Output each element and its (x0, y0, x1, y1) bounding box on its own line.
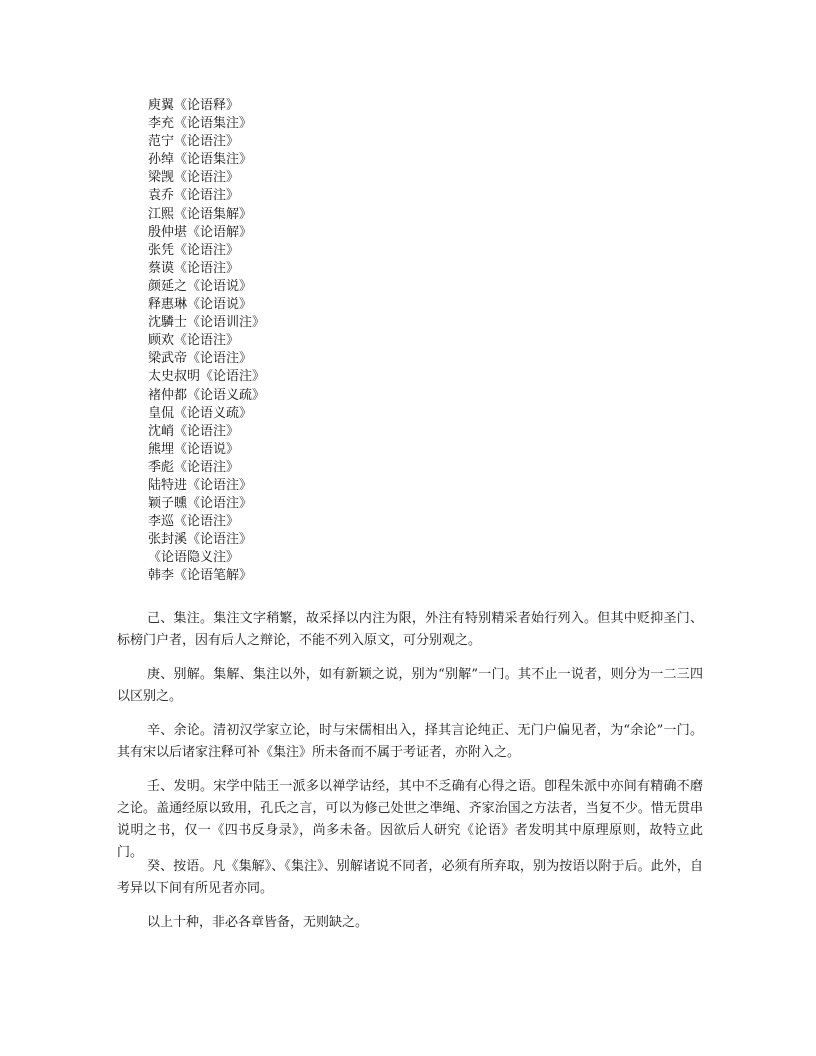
paragraph-faming: 壬、发明。宋学中陆王一派多以禅学诂经，其中不乏确有心得之语。卽程朱派中亦间有精确不磨之论。盖通经原以致用，孔氏之言，可以为修己处世之凖绳、齐家治国之方法者，当复不少。惜无贯串说明之书，仅一《四书反身录》，尚多未备。因欲后人研究《论语》者发明其中原理原则，故特立此门。 (117, 779, 703, 860)
paragraph-jizhu: 己、集注。集注文字稍繁，故采择以内注为限，外注有特别精采者始行列入。但其中贬抑圣门、标榜门户者，因有后人之辩论，不能不列入原文，可分别观之。 (117, 611, 703, 648)
commentary-list-item: 庾翼《论语释》 (148, 98, 240, 113)
commentary-list-item: 沈峭《论语注》 (148, 423, 240, 439)
commentary-list-item: 张封溪《论语注》 (148, 532, 253, 548)
commentary-list-item: 顾欢《论语注》 (148, 333, 240, 349)
commentary-list-item: 皇侃《论语义疏》 (148, 405, 253, 421)
commentary-list-item: 殷仲堪《论语解》 (148, 224, 253, 240)
commentary-list-item: 太史叔明《论语注》 (148, 369, 266, 385)
commentary-list-item: 张凭《论语注》 (148, 242, 240, 258)
commentary-list-item: 颖子矄《论语注》 (148, 496, 253, 512)
commentary-list-item: 颜延之《论语说》 (148, 278, 253, 294)
commentary-list-item: 范宁《论语注》 (148, 134, 240, 150)
commentary-list-item: 蔡谟《论语注》 (148, 260, 240, 276)
commentary-list (148, 97, 548, 586)
commentary-list-item: 李巡《论语注》 (148, 514, 240, 530)
commentary-list-item: 袁乔《论语注》 (148, 188, 240, 204)
commentary-list-item: 梁觊《论语注》 (148, 170, 240, 186)
commentary-list-item: 孙绰《论语集注》 (148, 152, 253, 168)
paragraph-yulun: 辛、余论。清初汉学家立论，时与宋儒相出入，择其言论纯正、无门户偏见者，为“余论”一门。其有宋以后诸家注释可补《集注》所未备而不属于考证者，亦附入之。 (117, 723, 703, 760)
paragraph-biejie: 庚、别解。集解、集注以外，如有新颖之说，别为“别解”一门。其不止一说者，则分为一二三四以区别之。 (117, 667, 703, 704)
commentary-list-item: 江熙《论语集解》 (148, 206, 253, 222)
commentary-list-item: 韩李《论语笔解》 (148, 568, 253, 584)
commentary-list-item: 季彪《论语注》 (148, 459, 240, 475)
commentary-list-item: 李充《论语集注》 (148, 116, 253, 132)
commentary-list-item: 褚仲都《论语义疏》 (148, 387, 266, 403)
paragraph-anyu: 癸、按语。凡《集解》、《集注》、别解诸说不同者，必须有所弃取，别为按语以附于后。此外，自考异以下间有所见者亦同。 (117, 859, 703, 896)
commentary-list-item: 沈驎士《论语训注》 (148, 315, 266, 331)
commentary-list-item: 熊埋《论语说》 (148, 441, 240, 457)
commentary-list-item: 《论语隐义注》 (148, 550, 240, 566)
commentary-list-item: 陆特进《论语注》 (148, 477, 253, 493)
commentary-list-item: 释惠琳《论语说》 (148, 297, 253, 313)
commentary-list-item: 梁武帝《论语注》 (148, 351, 253, 367)
paragraph-summary: 以上十种，非必各章皆备，无则缺之。 (147, 915, 369, 930)
